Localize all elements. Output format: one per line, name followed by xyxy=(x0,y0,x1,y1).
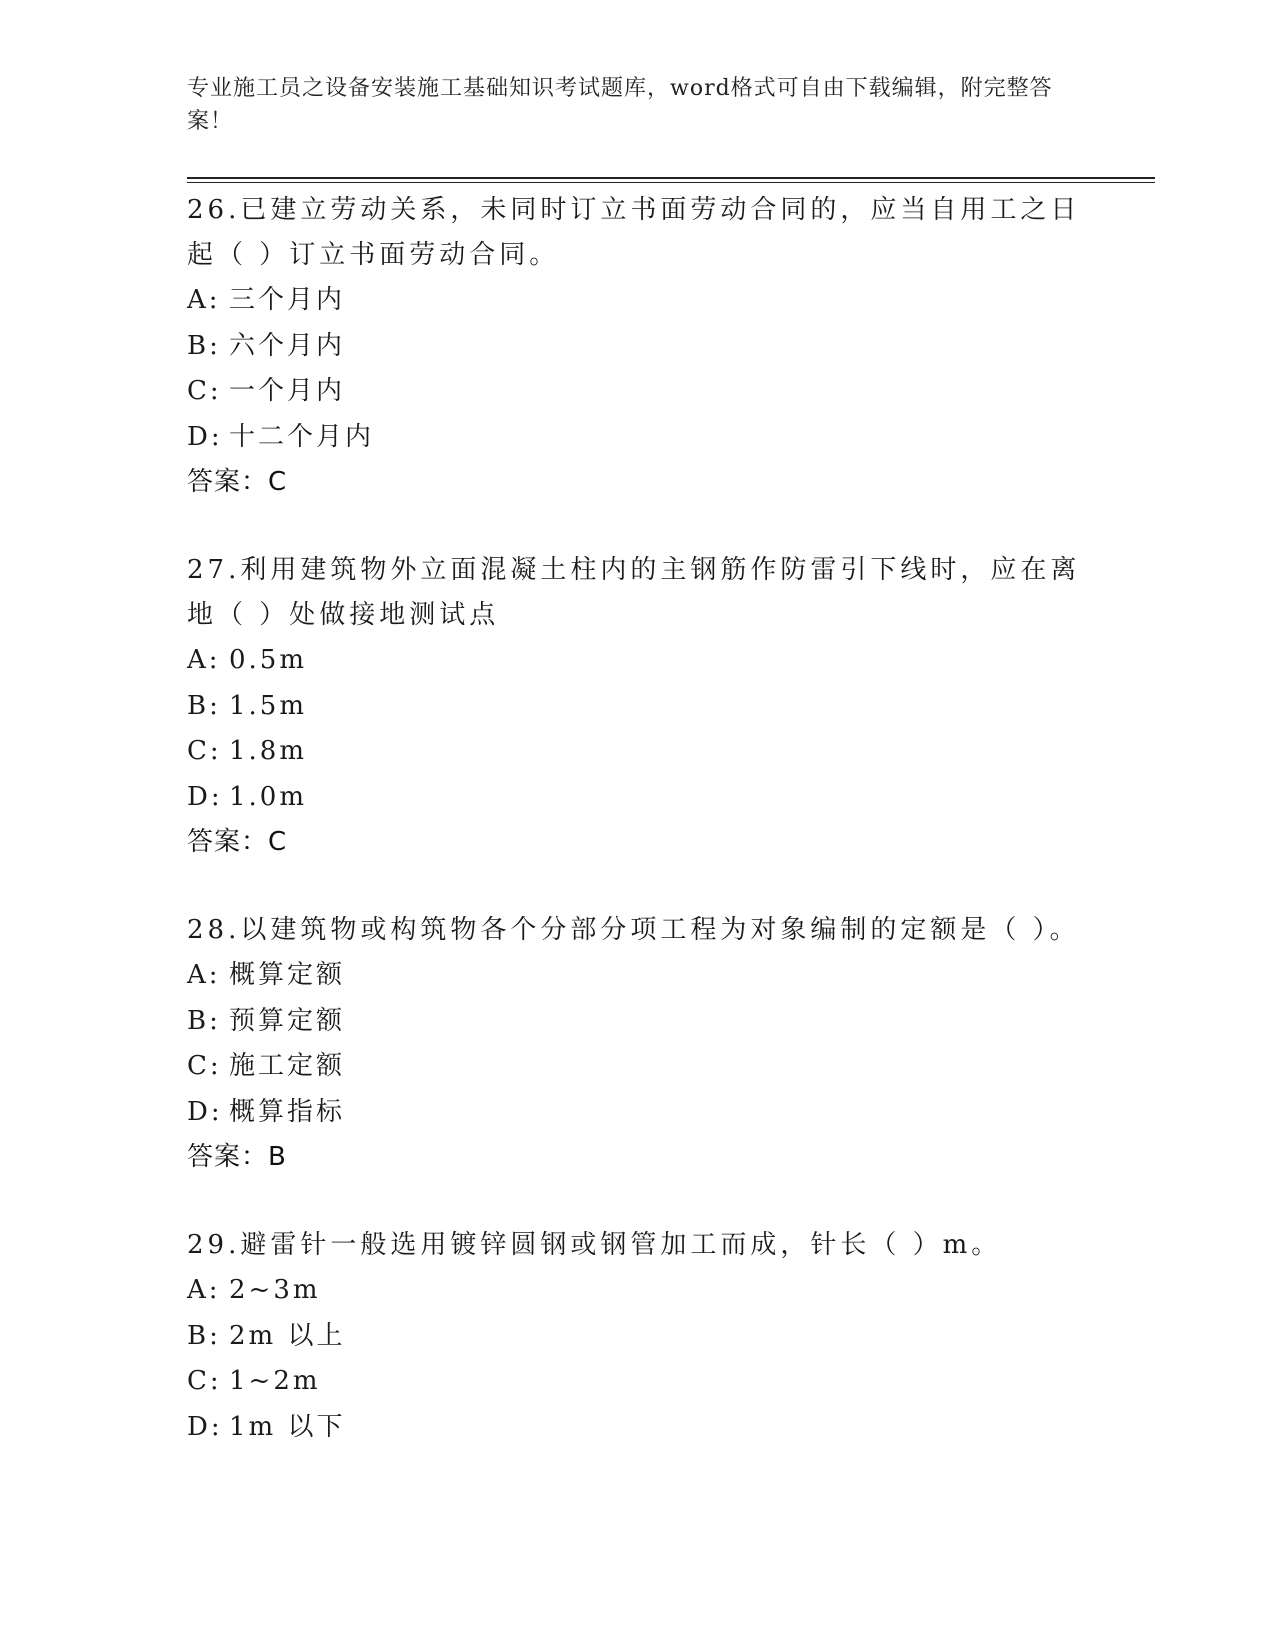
question-text: 利用建筑物外立面混凝土柱内的主钢筋作防雷引下线时，应在离地（ ）处做接地测试点 xyxy=(187,555,1081,630)
question-stem xyxy=(187,548,1087,638)
option-a xyxy=(187,278,1087,324)
option-text: 0.5m xyxy=(229,645,308,675)
option-letter: C: xyxy=(187,1366,222,1396)
question-text: 避雷针一般选用镀锌圆钢或钢管加工而成，针长（ ）m。 xyxy=(240,1230,1002,1260)
option-text: 1m 以下 xyxy=(229,1411,346,1442)
option-d xyxy=(187,1405,1087,1451)
option-letter: D: xyxy=(187,1096,223,1127)
option-text: 预算定额 xyxy=(229,1005,346,1036)
option-c xyxy=(187,1044,1087,1090)
question-stem xyxy=(187,908,1087,953)
question-number: 29. xyxy=(187,1230,241,1260)
option-b xyxy=(187,324,1087,370)
question-number: 27. xyxy=(187,555,241,585)
option-letter: D: xyxy=(187,1411,223,1442)
option-b xyxy=(187,684,1087,730)
option-d xyxy=(187,415,1087,461)
option-letter: B: xyxy=(187,690,221,721)
option-text: 六个月内 xyxy=(229,330,346,361)
option-a xyxy=(187,953,1087,999)
option-text: 三个月内 xyxy=(229,285,346,315)
option-c xyxy=(187,729,1087,775)
document-header xyxy=(187,72,1067,138)
answer-line: 答案：B xyxy=(187,1142,287,1172)
header-rule-thin xyxy=(187,182,1155,183)
option-text: 一个月内 xyxy=(229,376,346,406)
question-list xyxy=(187,188,1087,1493)
question-text: 已建立劳动关系，未同时订立书面劳动合同的，应当自用工之日起（ ）订立书面劳动合同。 xyxy=(187,195,1081,270)
option-text: 1.0m xyxy=(229,781,308,812)
option-letter: B: xyxy=(187,330,221,361)
header-rule-thick xyxy=(187,177,1155,179)
option-letter: A: xyxy=(187,1275,221,1305)
option-text: 1.5m xyxy=(229,690,308,721)
answer-line: 答案：C xyxy=(187,467,288,497)
option-a xyxy=(187,1268,1087,1314)
option-text: 1~2m xyxy=(229,1366,321,1396)
option-text: 概算定额 xyxy=(229,960,346,990)
option-c xyxy=(187,369,1087,415)
option-c xyxy=(187,1359,1087,1405)
option-letter: C: xyxy=(187,1051,222,1081)
document-title: 专业施工员之设备安装施工基础知识考试题库，word格式可自由下载编辑，附完整答案！ xyxy=(187,76,1053,134)
question-text: 以建筑物或构筑物各个分部分项工程为对象编制的定额是（ ）。 xyxy=(240,915,1080,945)
question-number: 26. xyxy=(187,195,241,225)
option-text: 概算指标 xyxy=(229,1096,346,1127)
option-text: 施工定额 xyxy=(229,1051,346,1081)
option-letter: A: xyxy=(187,645,221,675)
question-number: 28. xyxy=(187,915,241,945)
option-a xyxy=(187,638,1087,684)
option-letter: C: xyxy=(187,736,222,766)
option-letter: A: xyxy=(187,285,221,315)
question-28 xyxy=(187,908,1087,1180)
question-stem xyxy=(187,188,1087,278)
option-d xyxy=(187,1090,1087,1136)
option-text: 1.8m xyxy=(229,736,308,766)
option-letter: A: xyxy=(187,960,221,990)
option-b xyxy=(187,1314,1087,1360)
option-letter: B: xyxy=(187,1005,221,1036)
question-26 xyxy=(187,188,1087,505)
option-text: 2~3m xyxy=(229,1275,321,1305)
question-stem xyxy=(187,1223,1087,1268)
option-d xyxy=(187,775,1087,821)
question-27 xyxy=(187,548,1087,865)
option-letter: D: xyxy=(187,781,223,812)
answer-line: 答案：C xyxy=(187,827,288,857)
option-letter: B: xyxy=(187,1320,221,1351)
option-text: 2m 以上 xyxy=(229,1320,346,1351)
option-letter: D: xyxy=(187,421,223,452)
option-text: 十二个月内 xyxy=(229,421,375,452)
option-b xyxy=(187,999,1087,1045)
question-29 xyxy=(187,1223,1087,1450)
option-letter: C: xyxy=(187,376,222,406)
